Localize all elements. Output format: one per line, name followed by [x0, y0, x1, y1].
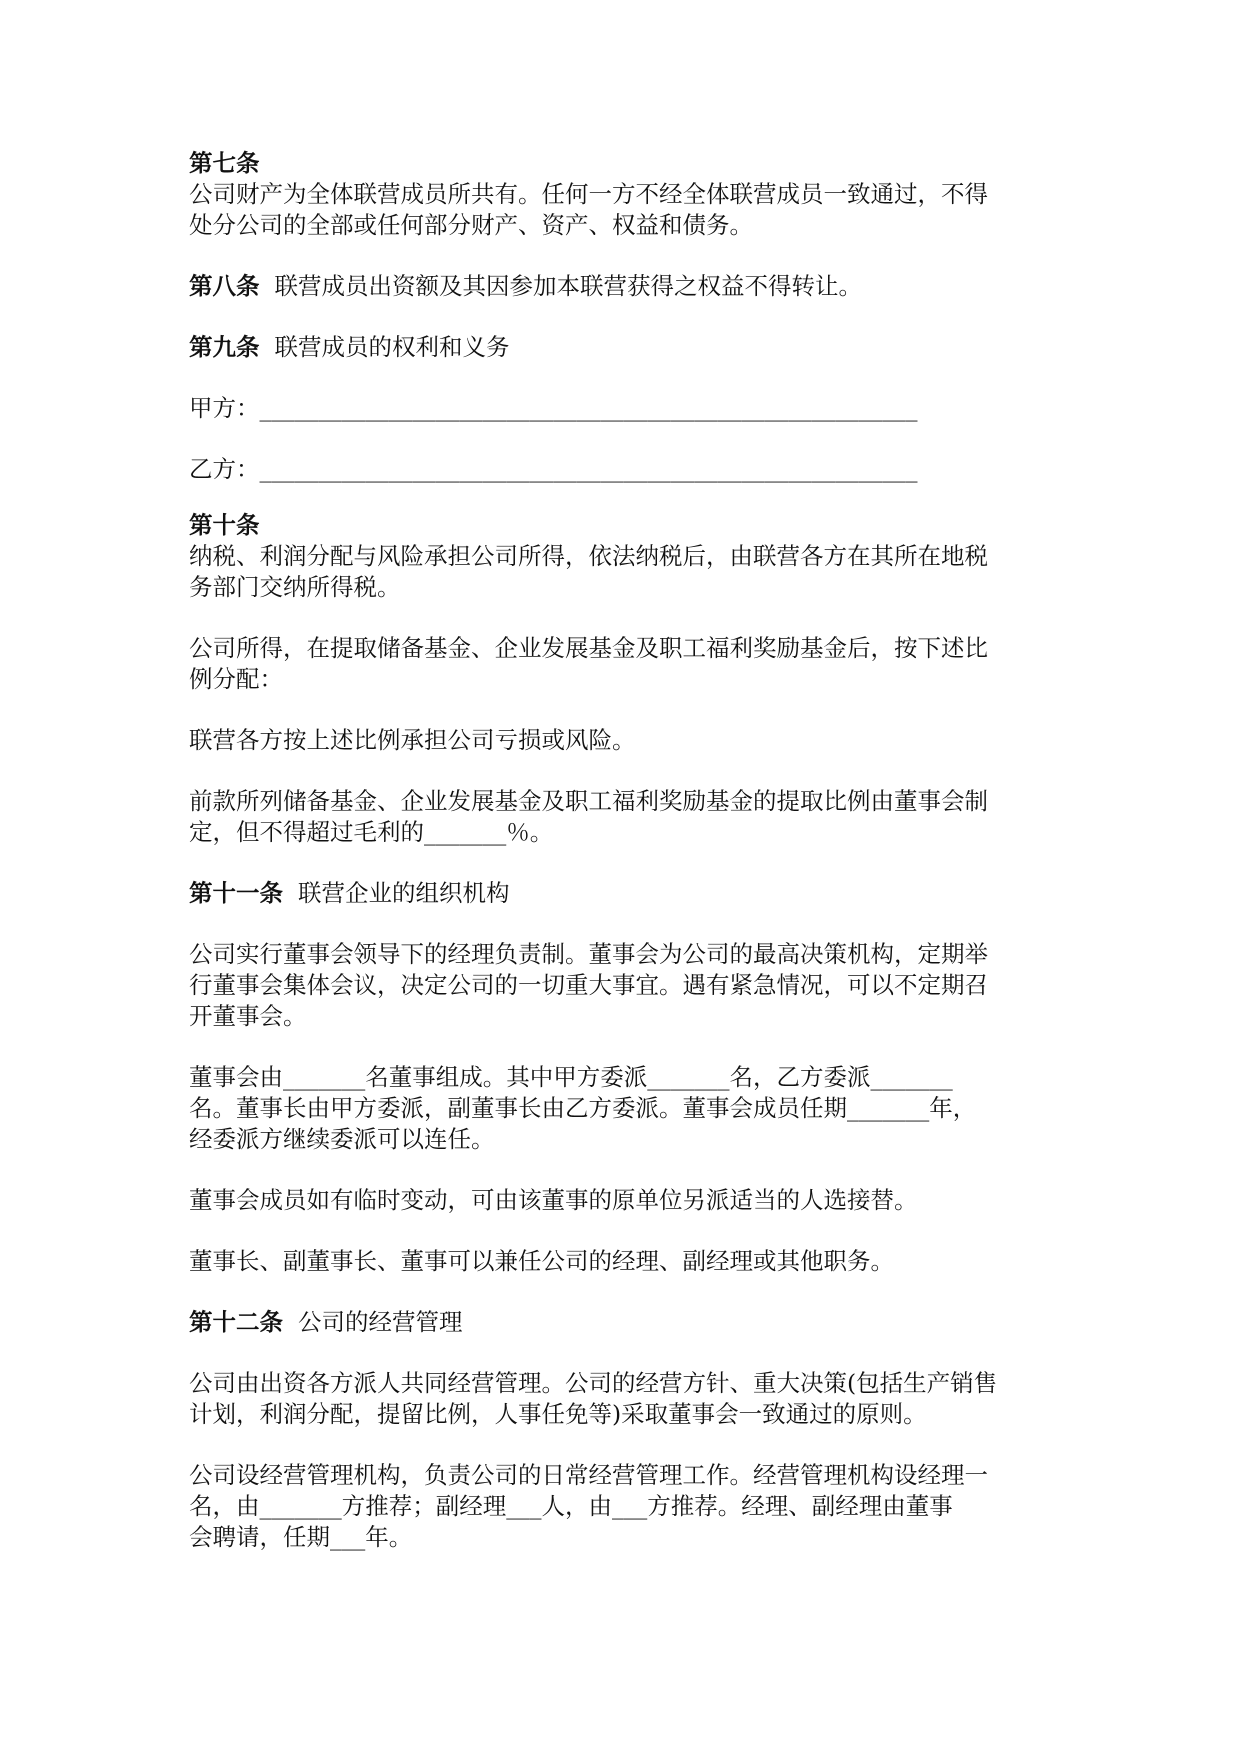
article-11-p1-line-2: 行董事会集体会议，决定公司的一切重大事宜。遇有紧急情况，可以不定期召: [189, 971, 988, 999]
article-11-p2-line-1: 董事会由_______名董事组成。其中甲方委派_______名，乙方委派_______: [189, 1063, 953, 1091]
article-10-p3: 联营各方按上述比例承担公司亏损或风险。: [189, 726, 636, 754]
document-page: [189, 148, 1061, 1553]
article-12-p1-line-2: 计划，利润分配，提留比例，人事任免等)采取董事会一致通过的原则。: [189, 1400, 927, 1428]
party-a-line: 甲方：________________________________________________________: [189, 394, 918, 422]
article-10-p4-line-2: 定，但不得超过毛利的_______％。: [189, 818, 554, 846]
article-9-text: 联营成员的权利和义务: [259, 333, 510, 361]
article-12-p2-line-2: 名，由_______方推荐；副经理___人，由___方推荐。经理、副经理由董事: [189, 1492, 953, 1520]
article-10: [189, 510, 1061, 603]
article-12: [189, 1307, 1061, 1338]
article-12-p2: [189, 1460, 1061, 1553]
article-11: [189, 878, 1061, 909]
article-10-p4-line-1: 前款所列储备基金、企业发展基金及职工福利奖励基金的提取比例由董事会制: [189, 787, 988, 815]
article-10-p2-line-2: 例分配：: [189, 665, 283, 693]
article-11-p1-line-3: 开董事会。: [189, 1002, 307, 1030]
article-10-p4: [189, 786, 1061, 848]
party-b-line: 乙方：________________________________________________________: [189, 455, 918, 483]
article-10-heading: 第十条: [189, 511, 260, 539]
article-7-heading: 第七条: [189, 149, 260, 177]
article-11-text: 联营企业的组织机构: [283, 879, 510, 907]
article-7-line-1: 公司财产为全体联营成员所共有。任何一方不经全体联营成员一致通过，不得: [189, 180, 988, 208]
article-10-p2: [189, 633, 1061, 695]
article-11-heading: 第十一条: [189, 879, 283, 907]
article-11-p4: 董事长、副董事长、董事可以兼任公司的经理、副经理或其他职务。: [189, 1247, 894, 1275]
article-12-heading: 第十二条: [189, 1308, 283, 1336]
article-11-p2-line-3: 经委派方继续委派可以连任。: [189, 1125, 495, 1153]
article-11-p3: 董事会成员如有临时变动，可由该董事的原单位另派适当的人选接替。: [189, 1186, 918, 1214]
article-10-p2-line-1: 公司所得，在提取储备基金、企业发展基金及职工福利奖励基金后，按下述比: [189, 634, 988, 662]
article-8: [189, 271, 1061, 302]
article-7: [189, 148, 1061, 241]
article-8-text: 联营成员出资额及其因参加本联营获得之权益不得转让。: [259, 272, 862, 300]
article-10-p1-line-1: 纳税、利润分配与风险承担公司所得，依法纳税后，由联营各方在其所在地税: [189, 542, 988, 570]
article-11-p1: [189, 939, 1061, 1032]
article-12-p2-line-3: 会聘请，任期___年。: [189, 1523, 413, 1551]
article-11-p1-line-1: 公司实行董事会领导下的经理负责制。董事会为公司的最高决策机构，定期举: [189, 940, 988, 968]
article-11-p2: [189, 1062, 1061, 1155]
article-12-p1-line-1: 公司由出资各方派人共同经营管理。公司的经营方针、重大决策(包括生产销售: [189, 1369, 998, 1397]
article-9: [189, 332, 1061, 363]
article-11-p2-line-2: 名。董事长由甲方委派，副董事长由乙方委派。董事会成员任期_______年，: [189, 1094, 977, 1122]
article-8-heading: 第八条: [189, 272, 260, 300]
article-12-text: 公司的经营管理: [283, 1308, 463, 1336]
article-12-p1: [189, 1368, 1061, 1430]
article-7-line-2: 处分公司的全部或任何部分财产、资产、权益和债务。: [189, 211, 753, 239]
article-10-p1-line-2: 务部门交纳所得税。: [189, 573, 401, 601]
article-12-p2-line-1: 公司设经营管理机构，负责公司的日常经营管理工作。经营管理机构设经理一: [189, 1461, 988, 1489]
article-9-heading: 第九条: [189, 333, 260, 361]
